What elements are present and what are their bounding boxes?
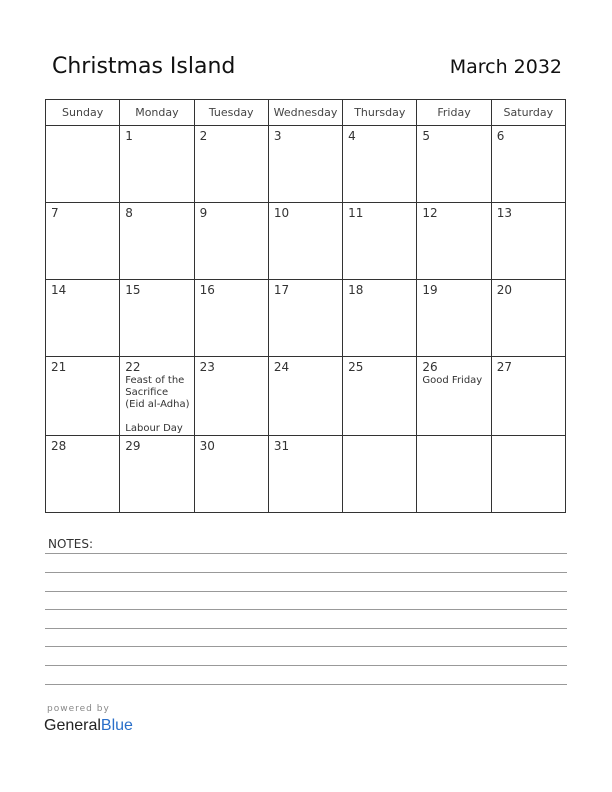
day-number: 18	[348, 283, 364, 297]
day-number: 24	[273, 360, 290, 374]
day-cell	[343, 203, 417, 280]
day-number: 23	[199, 360, 215, 374]
day-number: 20	[496, 283, 512, 297]
day-number: 10	[273, 206, 290, 220]
note-line	[45, 684, 567, 685]
day-cell	[417, 280, 491, 357]
day-number: 7	[51, 206, 59, 220]
day-number: 25	[348, 360, 364, 374]
day-cell	[120, 280, 194, 357]
note-line	[45, 628, 567, 629]
day-number: 17	[273, 283, 290, 297]
day-number: 3	[273, 129, 282, 143]
weekday-tuesday: Tuesday	[194, 100, 268, 126]
day-cell	[491, 203, 565, 280]
day-cell	[268, 357, 342, 436]
weekday-friday: Friday	[417, 100, 491, 126]
day-number: 16	[199, 283, 215, 297]
week-row	[46, 203, 566, 280]
weekday-thursday: Thursday	[343, 100, 417, 126]
weekday-wednesday: Wednesday	[268, 100, 342, 126]
day-cell	[46, 436, 120, 513]
week-row	[46, 436, 566, 513]
day-cell	[268, 126, 342, 203]
day-number: 22	[125, 360, 141, 374]
note-line	[45, 646, 567, 647]
day-cell	[46, 280, 120, 357]
note-line	[45, 572, 567, 573]
day-cell	[194, 280, 268, 357]
day-cell	[417, 126, 491, 203]
calendar-grid	[45, 99, 566, 513]
day-cell	[194, 203, 268, 280]
brand-blue: Blue	[100, 717, 133, 734]
day-number: 11	[348, 206, 364, 220]
day-cell	[491, 436, 565, 513]
note-line	[45, 665, 567, 666]
day-number: 26	[422, 360, 438, 374]
day-number: 8	[125, 206, 133, 220]
day-cell	[120, 126, 194, 203]
holiday-label: Good Friday	[422, 375, 483, 386]
day-cell	[194, 436, 268, 513]
generalblue-logo	[44, 717, 133, 735]
day-cell	[491, 357, 565, 436]
day-number: 28	[51, 439, 67, 453]
day-number: 9	[199, 206, 208, 220]
day-cell	[194, 357, 268, 436]
day-cell	[343, 436, 417, 513]
weekday-saturday: Saturday	[491, 100, 565, 126]
day-number: 15	[125, 283, 141, 297]
day-number: 2	[199, 129, 208, 143]
brand-general: General	[44, 717, 101, 734]
day-cell	[417, 203, 491, 280]
day-number: 29	[125, 439, 141, 453]
day-cell	[491, 280, 565, 357]
day-cell	[268, 203, 342, 280]
week-row	[46, 357, 566, 436]
day-cell	[491, 126, 565, 203]
holiday-label: Feast of the Sacrifice (Eid al-Adha)	[125, 375, 190, 410]
notes-label: NOTES:	[48, 537, 93, 551]
day-number: 5	[422, 129, 431, 143]
day-cell	[343, 126, 417, 203]
day-cell	[417, 436, 491, 513]
day-number: 1	[125, 129, 133, 143]
day-cell	[194, 126, 268, 203]
day-cell	[268, 436, 342, 513]
day-number: 14	[51, 283, 67, 297]
day-number: 6	[496, 129, 505, 143]
day-cell	[46, 357, 120, 436]
calendar-title: Christmas Island	[52, 54, 236, 79]
note-line	[45, 591, 567, 592]
day-number: 31	[273, 439, 290, 453]
day-number: 21	[51, 360, 67, 374]
day-number: 30	[199, 439, 215, 453]
day-number: 19	[422, 283, 438, 297]
note-line	[45, 609, 567, 610]
holiday-label: Labour Day	[125, 423, 183, 434]
day-cell	[268, 280, 342, 357]
day-cell	[120, 357, 194, 436]
day-number: 12	[422, 206, 438, 220]
calendar-month: March 2032	[449, 56, 562, 78]
week-row	[46, 126, 566, 203]
note-line	[45, 553, 567, 554]
day-cell	[343, 357, 417, 436]
day-cell	[120, 436, 194, 513]
powered-by-text: powered by	[47, 704, 110, 714]
day-cell	[46, 126, 120, 203]
weekday-sunday: Sunday	[46, 100, 120, 126]
weekday-monday: Monday	[120, 100, 194, 126]
day-cell	[417, 357, 491, 436]
day-number: 13	[496, 206, 512, 220]
day-cell	[120, 203, 194, 280]
day-cell	[343, 280, 417, 357]
week-row	[46, 280, 566, 357]
weekday-header-row	[46, 100, 566, 126]
day-number: 4	[348, 129, 356, 143]
day-number: 27	[496, 360, 512, 374]
day-cell	[46, 203, 120, 280]
